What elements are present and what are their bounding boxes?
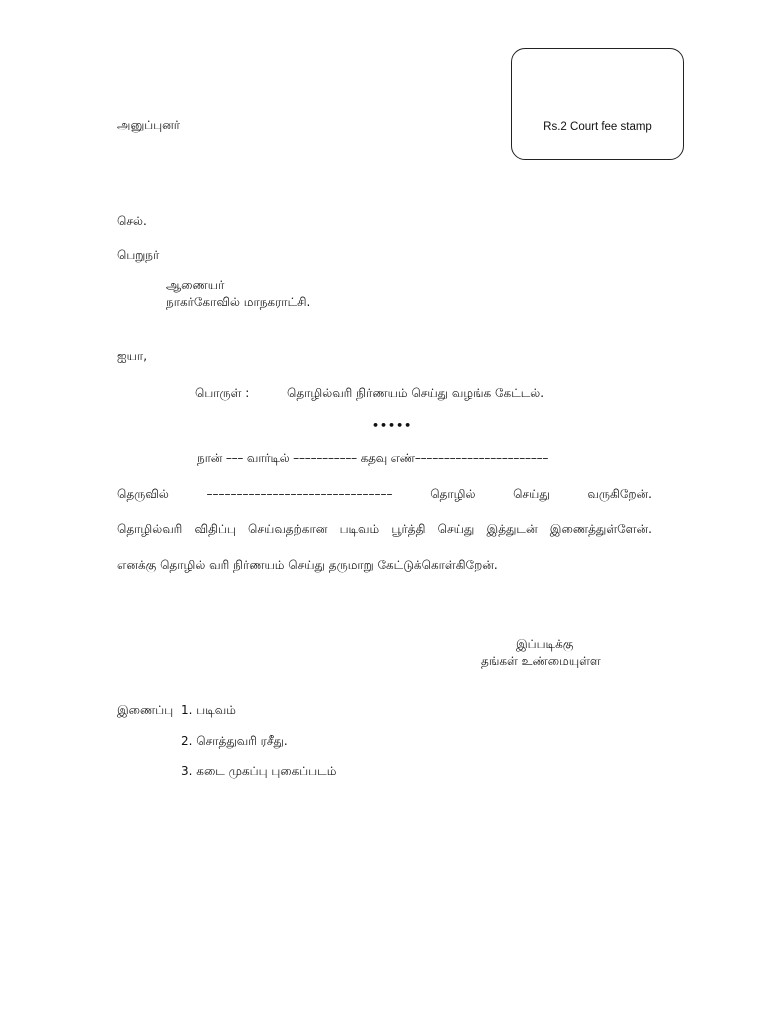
- enclosure-label: இணைப்பு: [117, 703, 174, 717]
- body-line-3-word: செய்து: [437, 522, 475, 536]
- separator-dots: •••••: [372, 419, 413, 432]
- body-line-2-word: வருகிறேன்.: [587, 487, 652, 501]
- body-line-2-word: தெருவில்: [117, 487, 169, 501]
- to-label: செல்.: [117, 214, 147, 228]
- sender-label: அனுப்புனர்: [117, 118, 181, 132]
- recipient-title: ஆணையர்: [166, 278, 225, 292]
- subject-text: தொழில்வரி நிர்ணயம் செய்து வழங்க கேட்டல்.: [287, 386, 545, 400]
- body-line-3-word: படிவம்: [339, 522, 380, 536]
- enclosure-item: 2. சொத்துவரி ரசீது.: [181, 734, 288, 748]
- body-line-2-word: தொழில்: [430, 487, 476, 501]
- body-line-3-word: செய்வதற்கான: [248, 522, 328, 536]
- body-line-3-word: பூர்த்தி: [391, 522, 426, 536]
- body-line-2-blank: –––––––––––––––––––––––––––––––: [206, 487, 393, 501]
- subject-label: பொருள் :: [195, 386, 250, 400]
- salutation: ஐயா,: [117, 349, 148, 363]
- closing-line-2: தங்கள் உண்மையுள்ள: [481, 654, 601, 668]
- recipient-office: நாகர்கோவில் மாநகராட்சி.: [166, 295, 311, 309]
- enclosure-item: 3. கடை முகப்பு புகைப்படம்: [181, 764, 337, 778]
- body-line-4: எனக்கு தொழில் வரி நிர்ணயம் செய்து தருமாறு கேட்டுக்கொள்கிறேன்.: [117, 558, 498, 572]
- body-line-3-word: விதிப்பு: [194, 522, 236, 536]
- body-line-2-word: செய்து: [513, 487, 550, 501]
- body-line-3-word: தொழில்வரி: [117, 522, 183, 536]
- court-fee-stamp-box: [511, 48, 684, 160]
- body-line-3-word: இத்துடன்: [486, 522, 538, 536]
- body-line-3: [117, 522, 652, 538]
- stamp-label: Rs.2 Court fee stamp: [543, 121, 652, 133]
- recipient-label: பெறுநர்: [117, 248, 160, 262]
- body-line-2: [117, 487, 652, 503]
- closing-line-1: இப்படிக்கு: [516, 637, 574, 651]
- body-line-3-word: இணைத்துள்ளேன்.: [549, 522, 652, 536]
- body-line-1: நான் ––– வார்டில் ––––––––––– கதவு எண்–––––––––––––––––––––––: [197, 451, 549, 465]
- enclosure-item: 1. படிவம்: [181, 703, 236, 717]
